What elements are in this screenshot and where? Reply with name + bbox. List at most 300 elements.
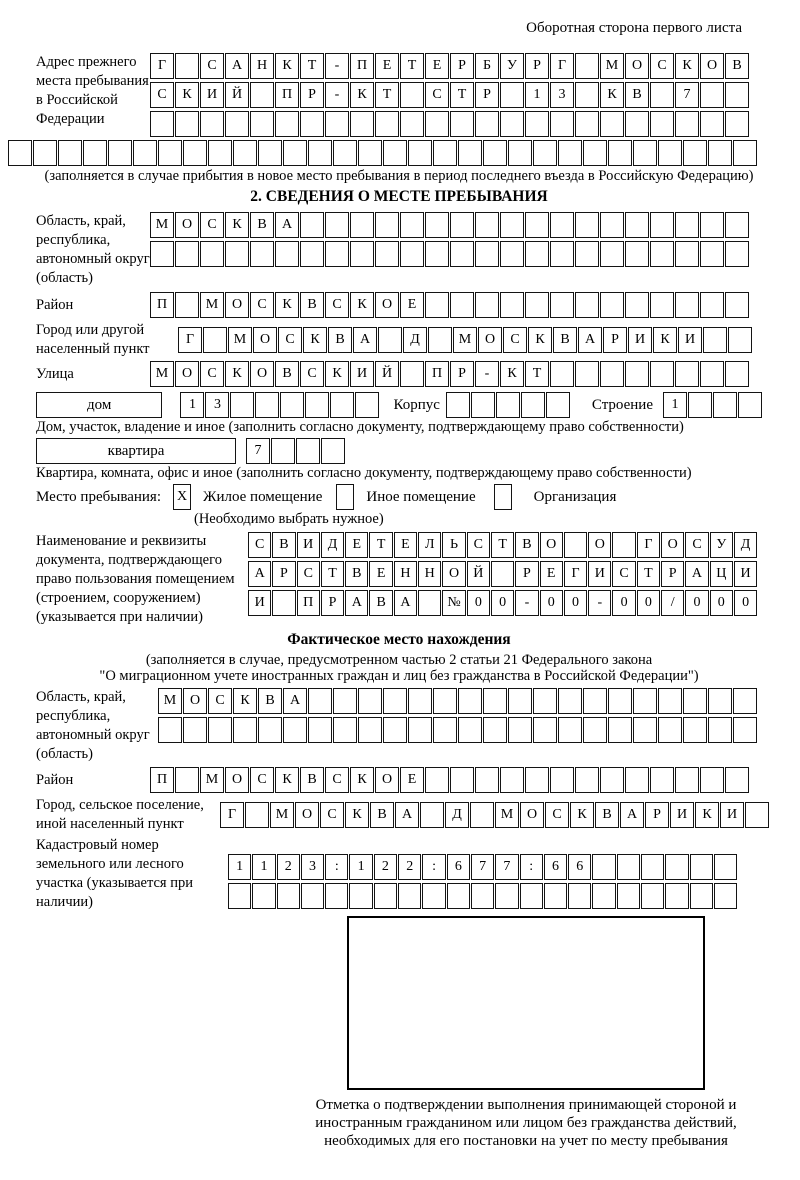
char-cell[interactable] [296, 438, 320, 464]
char-cell[interactable] [690, 854, 713, 880]
char-cell[interactable]: Е [375, 53, 399, 79]
char-cell[interactable] [714, 883, 737, 909]
char-cell[interactable] [600, 292, 624, 318]
char-cell[interactable] [700, 767, 724, 793]
char-cell[interactable]: Р [661, 561, 684, 587]
char-cell[interactable] [150, 111, 174, 137]
char-cell[interactable]: В [370, 802, 394, 828]
char-cell[interactable]: : [422, 854, 445, 880]
char-cell[interactable] [583, 688, 607, 714]
char-cell[interactable]: 0 [491, 590, 514, 616]
char-cell[interactable]: 1 [228, 854, 251, 880]
char-cell[interactable] [183, 717, 207, 743]
char-cell[interactable]: О [375, 767, 399, 793]
char-cell[interactable]: А [395, 802, 419, 828]
char-cell[interactable]: 7 [246, 438, 270, 464]
char-cell[interactable] [378, 327, 402, 353]
char-cell[interactable] [575, 241, 599, 267]
char-cell[interactable] [475, 767, 499, 793]
char-cell[interactable]: Й [225, 82, 249, 108]
char-cell[interactable] [208, 717, 232, 743]
char-cell[interactable]: : [325, 854, 348, 880]
char-cell[interactable] [33, 140, 57, 166]
char-cell[interactable]: 6 [568, 854, 591, 880]
char-cell[interactable]: - [588, 590, 611, 616]
char-cell[interactable]: К [500, 361, 524, 387]
char-cell[interactable] [608, 688, 632, 714]
char-cell[interactable]: 7 [495, 854, 518, 880]
char-cell[interactable] [496, 392, 520, 418]
char-cell[interactable]: Р [515, 561, 538, 587]
char-cell[interactable] [575, 292, 599, 318]
char-cell[interactable]: 6 [447, 854, 470, 880]
char-cell[interactable]: Д [403, 327, 427, 353]
char-cell[interactable]: / [661, 590, 684, 616]
char-cell[interactable] [675, 767, 699, 793]
char-cell[interactable]: И [720, 802, 744, 828]
char-cell[interactable] [300, 212, 324, 238]
char-cell[interactable]: К [600, 82, 624, 108]
char-cell[interactable] [200, 111, 224, 137]
char-cell[interactable]: М [270, 802, 294, 828]
char-cell[interactable] [665, 854, 688, 880]
char-cell[interactable]: 2 [398, 854, 421, 880]
char-cell[interactable] [233, 140, 257, 166]
char-cell[interactable] [600, 241, 624, 267]
char-cell[interactable] [245, 802, 269, 828]
char-cell[interactable]: Р [272, 561, 295, 587]
char-cell[interactable] [650, 767, 674, 793]
char-cell[interactable]: С [467, 532, 490, 558]
char-cell[interactable] [675, 241, 699, 267]
char-cell[interactable]: М [228, 327, 252, 353]
char-cell[interactable]: С [425, 82, 449, 108]
char-cell[interactable] [301, 883, 324, 909]
checkbox-organization[interactable] [494, 484, 512, 510]
char-cell[interactable] [700, 292, 724, 318]
char-cell[interactable] [500, 82, 524, 108]
char-cell[interactable] [633, 140, 657, 166]
char-cell[interactable]: В [250, 212, 274, 238]
char-cell[interactable]: С [250, 292, 274, 318]
char-cell[interactable]: К [175, 82, 199, 108]
char-cell[interactable] [375, 241, 399, 267]
char-cell[interactable]: Е [425, 53, 449, 79]
char-cell[interactable] [650, 361, 674, 387]
char-cell[interactable] [500, 111, 524, 137]
char-cell[interactable] [58, 140, 82, 166]
char-cell[interactable]: Н [418, 561, 441, 587]
char-cell[interactable] [228, 883, 251, 909]
char-cell[interactable]: К [225, 212, 249, 238]
char-cell[interactable]: 6 [544, 854, 567, 880]
char-cell[interactable] [592, 854, 615, 880]
char-cell[interactable]: С [297, 561, 320, 587]
char-cell[interactable]: С [250, 767, 274, 793]
char-cell[interactable] [575, 82, 599, 108]
char-cell[interactable]: В [553, 327, 577, 353]
char-cell[interactable]: 0 [564, 590, 587, 616]
char-cell[interactable] [283, 717, 307, 743]
char-cell[interactable] [583, 717, 607, 743]
char-cell[interactable] [658, 717, 682, 743]
char-cell[interactable]: В [275, 361, 299, 387]
char-cell[interactable] [725, 82, 749, 108]
char-cell[interactable] [575, 212, 599, 238]
char-cell[interactable] [495, 883, 518, 909]
char-cell[interactable]: И [248, 590, 271, 616]
char-cell[interactable]: 0 [637, 590, 660, 616]
char-cell[interactable]: Г [220, 802, 244, 828]
char-cell[interactable]: Г [150, 53, 174, 79]
char-cell[interactable] [633, 688, 657, 714]
char-cell[interactable] [533, 688, 557, 714]
char-cell[interactable] [700, 82, 724, 108]
char-cell[interactable] [355, 392, 379, 418]
char-cell[interactable] [491, 561, 514, 587]
char-cell[interactable]: О [520, 802, 544, 828]
char-cell[interactable] [183, 140, 207, 166]
char-cell[interactable] [175, 111, 199, 137]
char-cell[interactable] [568, 883, 591, 909]
char-cell[interactable]: Н [394, 561, 417, 587]
char-cell[interactable] [400, 212, 424, 238]
char-cell[interactable]: В [300, 767, 324, 793]
char-cell[interactable] [358, 717, 382, 743]
char-cell[interactable] [675, 212, 699, 238]
char-cell[interactable]: П [297, 590, 320, 616]
char-cell[interactable]: В [369, 590, 392, 616]
char-cell[interactable]: П [275, 82, 299, 108]
char-cell[interactable] [280, 392, 304, 418]
char-cell[interactable] [728, 327, 752, 353]
char-cell[interactable] [550, 361, 574, 387]
char-cell[interactable]: Е [394, 532, 417, 558]
char-cell[interactable] [544, 883, 567, 909]
char-cell[interactable] [525, 212, 549, 238]
char-cell[interactable]: К [675, 53, 699, 79]
char-cell[interactable] [533, 717, 557, 743]
char-cell[interactable]: Е [540, 561, 563, 587]
char-cell[interactable]: - [325, 82, 349, 108]
char-cell[interactable] [658, 688, 682, 714]
char-cell[interactable]: - [325, 53, 349, 79]
char-cell[interactable] [208, 140, 232, 166]
char-cell[interactable] [738, 392, 762, 418]
char-cell[interactable] [350, 241, 374, 267]
char-cell[interactable] [745, 802, 769, 828]
char-cell[interactable] [703, 327, 727, 353]
char-cell[interactable] [625, 111, 649, 137]
char-cell[interactable] [708, 688, 732, 714]
char-cell[interactable]: О [175, 361, 199, 387]
char-cell[interactable] [550, 212, 574, 238]
char-cell[interactable] [525, 767, 549, 793]
char-cell[interactable]: : [520, 854, 543, 880]
char-cell[interactable]: К [350, 292, 374, 318]
char-cell[interactable]: К [303, 327, 327, 353]
char-cell[interactable] [483, 688, 507, 714]
char-cell[interactable]: К [325, 361, 349, 387]
char-cell[interactable] [350, 111, 374, 137]
char-cell[interactable] [400, 111, 424, 137]
char-cell[interactable] [533, 140, 557, 166]
char-cell[interactable]: О [253, 327, 277, 353]
char-cell[interactable] [641, 883, 664, 909]
char-cell[interactable] [475, 212, 499, 238]
char-cell[interactable] [625, 361, 649, 387]
char-cell[interactable]: В [725, 53, 749, 79]
char-cell[interactable]: 3 [205, 392, 229, 418]
char-cell[interactable]: А [578, 327, 602, 353]
char-cell[interactable]: А [345, 590, 368, 616]
char-cell[interactable] [272, 590, 295, 616]
char-cell[interactable] [500, 212, 524, 238]
char-cell[interactable]: Т [300, 53, 324, 79]
char-cell[interactable]: А [275, 212, 299, 238]
char-cell[interactable]: С [325, 292, 349, 318]
char-cell[interactable]: С [503, 327, 527, 353]
char-cell[interactable]: 3 [301, 854, 324, 880]
char-cell[interactable] [700, 111, 724, 137]
char-cell[interactable]: Р [450, 53, 474, 79]
char-cell[interactable]: 1 [180, 392, 204, 418]
char-cell[interactable] [158, 140, 182, 166]
char-cell[interactable]: Б [475, 53, 499, 79]
char-cell[interactable] [374, 883, 397, 909]
char-cell[interactable] [650, 212, 674, 238]
char-cell[interactable]: И [670, 802, 694, 828]
char-cell[interactable]: П [350, 53, 374, 79]
checkbox-residential[interactable]: X [173, 484, 191, 510]
char-cell[interactable]: И [297, 532, 320, 558]
char-cell[interactable] [458, 717, 482, 743]
char-cell[interactable] [508, 140, 532, 166]
char-cell[interactable] [258, 717, 282, 743]
char-cell[interactable] [203, 327, 227, 353]
char-cell[interactable]: А [248, 561, 271, 587]
char-cell[interactable]: П [425, 361, 449, 387]
char-cell[interactable]: Г [564, 561, 587, 587]
char-cell[interactable] [433, 140, 457, 166]
char-cell[interactable] [675, 111, 699, 137]
char-cell[interactable]: О [478, 327, 502, 353]
char-cell[interactable] [725, 212, 749, 238]
char-cell[interactable]: Л [418, 532, 441, 558]
char-cell[interactable]: Ь [442, 532, 465, 558]
char-cell[interactable] [83, 140, 107, 166]
char-cell[interactable]: О [700, 53, 724, 79]
char-cell[interactable] [725, 767, 749, 793]
char-cell[interactable] [483, 140, 507, 166]
char-cell[interactable]: М [495, 802, 519, 828]
char-cell[interactable]: С [200, 53, 224, 79]
char-cell[interactable]: О [661, 532, 684, 558]
char-cell[interactable] [133, 140, 157, 166]
char-cell[interactable]: 0 [612, 590, 635, 616]
char-cell[interactable] [550, 767, 574, 793]
char-cell[interactable]: № [442, 590, 465, 616]
char-cell[interactable]: О [225, 767, 249, 793]
char-cell[interactable] [425, 292, 449, 318]
char-cell[interactable]: 0 [467, 590, 490, 616]
char-cell[interactable]: Г [637, 532, 660, 558]
char-cell[interactable] [665, 883, 688, 909]
char-cell[interactable]: С [278, 327, 302, 353]
char-cell[interactable]: 1 [525, 82, 549, 108]
char-cell[interactable] [583, 140, 607, 166]
char-cell[interactable]: Т [375, 82, 399, 108]
char-cell[interactable]: И [200, 82, 224, 108]
char-cell[interactable]: К [528, 327, 552, 353]
char-cell[interactable] [508, 688, 532, 714]
char-cell[interactable]: 3 [550, 82, 574, 108]
char-cell[interactable]: Р [300, 82, 324, 108]
char-cell[interactable]: 1 [349, 854, 372, 880]
char-cell[interactable]: К [350, 767, 374, 793]
char-cell[interactable] [349, 883, 372, 909]
char-cell[interactable]: С [150, 82, 174, 108]
char-cell[interactable] [575, 111, 599, 137]
char-cell[interactable]: К [275, 53, 299, 79]
char-cell[interactable]: Д [321, 532, 344, 558]
char-cell[interactable]: А [685, 561, 708, 587]
char-cell[interactable] [383, 717, 407, 743]
char-cell[interactable] [521, 392, 545, 418]
char-cell[interactable] [675, 292, 699, 318]
char-cell[interactable]: П [150, 292, 174, 318]
char-cell[interactable] [633, 717, 657, 743]
char-cell[interactable]: И [350, 361, 374, 387]
char-cell[interactable] [714, 854, 737, 880]
char-cell[interactable] [471, 883, 494, 909]
char-cell[interactable]: С [612, 561, 635, 587]
char-cell[interactable] [358, 688, 382, 714]
char-cell[interactable] [150, 241, 174, 267]
char-cell[interactable] [433, 717, 457, 743]
char-cell[interactable]: О [183, 688, 207, 714]
char-cell[interactable] [375, 111, 399, 137]
char-cell[interactable] [271, 438, 295, 464]
char-cell[interactable]: Й [375, 361, 399, 387]
char-cell[interactable]: Т [637, 561, 660, 587]
char-cell[interactable] [308, 688, 332, 714]
char-cell[interactable] [255, 392, 279, 418]
char-cell[interactable] [333, 717, 357, 743]
char-cell[interactable] [175, 292, 199, 318]
char-cell[interactable] [658, 140, 682, 166]
char-cell[interactable]: Р [321, 590, 344, 616]
char-cell[interactable] [641, 854, 664, 880]
char-cell[interactable]: О [225, 292, 249, 318]
char-cell[interactable] [8, 140, 32, 166]
char-cell[interactable] [650, 82, 674, 108]
char-cell[interactable] [650, 241, 674, 267]
char-cell[interactable] [650, 111, 674, 137]
char-cell[interactable]: О [442, 561, 465, 587]
char-cell[interactable] [375, 212, 399, 238]
char-cell[interactable]: 0 [710, 590, 733, 616]
char-cell[interactable]: С [300, 361, 324, 387]
char-cell[interactable] [733, 717, 757, 743]
char-cell[interactable]: Р [645, 802, 669, 828]
char-cell[interactable]: У [500, 53, 524, 79]
char-cell[interactable]: М [150, 212, 174, 238]
char-cell[interactable] [725, 361, 749, 387]
char-cell[interactable]: Е [345, 532, 368, 558]
char-cell[interactable] [725, 241, 749, 267]
char-cell[interactable]: В [258, 688, 282, 714]
char-cell[interactable] [225, 111, 249, 137]
char-cell[interactable] [200, 241, 224, 267]
char-cell[interactable] [475, 292, 499, 318]
char-cell[interactable]: К [233, 688, 257, 714]
char-cell[interactable] [277, 883, 300, 909]
char-cell[interactable] [564, 532, 587, 558]
char-cell[interactable] [683, 140, 707, 166]
char-cell[interactable] [625, 212, 649, 238]
char-cell[interactable] [398, 883, 421, 909]
char-cell[interactable] [250, 241, 274, 267]
char-cell[interactable] [175, 53, 199, 79]
char-cell[interactable]: Р [475, 82, 499, 108]
char-cell[interactable]: М [453, 327, 477, 353]
char-cell[interactable] [230, 392, 254, 418]
char-cell[interactable] [475, 241, 499, 267]
char-cell[interactable]: 7 [675, 82, 699, 108]
char-cell[interactable] [447, 883, 470, 909]
char-cell[interactable] [600, 212, 624, 238]
char-cell[interactable] [420, 802, 444, 828]
char-cell[interactable]: С [650, 53, 674, 79]
char-cell[interactable]: Д [445, 802, 469, 828]
char-cell[interactable]: М [200, 292, 224, 318]
char-cell[interactable] [383, 688, 407, 714]
char-cell[interactable]: А [283, 688, 307, 714]
char-cell[interactable] [158, 717, 182, 743]
char-cell[interactable] [325, 241, 349, 267]
char-cell[interactable] [300, 241, 324, 267]
char-cell[interactable]: С [325, 767, 349, 793]
char-cell[interactable]: О [588, 532, 611, 558]
char-cell[interactable] [675, 361, 699, 387]
char-cell[interactable] [708, 717, 732, 743]
char-cell[interactable]: С [320, 802, 344, 828]
char-cell[interactable]: А [225, 53, 249, 79]
char-cell[interactable] [708, 140, 732, 166]
char-cell[interactable]: К [225, 361, 249, 387]
char-cell[interactable]: Т [400, 53, 424, 79]
char-cell[interactable]: К [345, 802, 369, 828]
char-cell[interactable] [612, 532, 635, 558]
char-cell[interactable] [600, 111, 624, 137]
char-cell[interactable] [450, 767, 474, 793]
char-cell[interactable] [450, 241, 474, 267]
char-cell[interactable]: 1 [663, 392, 687, 418]
char-cell[interactable] [450, 212, 474, 238]
char-cell[interactable] [400, 82, 424, 108]
char-cell[interactable] [333, 688, 357, 714]
char-cell[interactable] [450, 111, 474, 137]
char-cell[interactable]: Т [491, 532, 514, 558]
char-cell[interactable]: Е [400, 767, 424, 793]
char-cell[interactable]: 0 [685, 590, 708, 616]
char-cell[interactable]: Й [467, 561, 490, 587]
char-cell[interactable]: У [710, 532, 733, 558]
char-cell[interactable] [725, 292, 749, 318]
char-cell[interactable] [258, 140, 282, 166]
char-cell[interactable]: Д [734, 532, 757, 558]
